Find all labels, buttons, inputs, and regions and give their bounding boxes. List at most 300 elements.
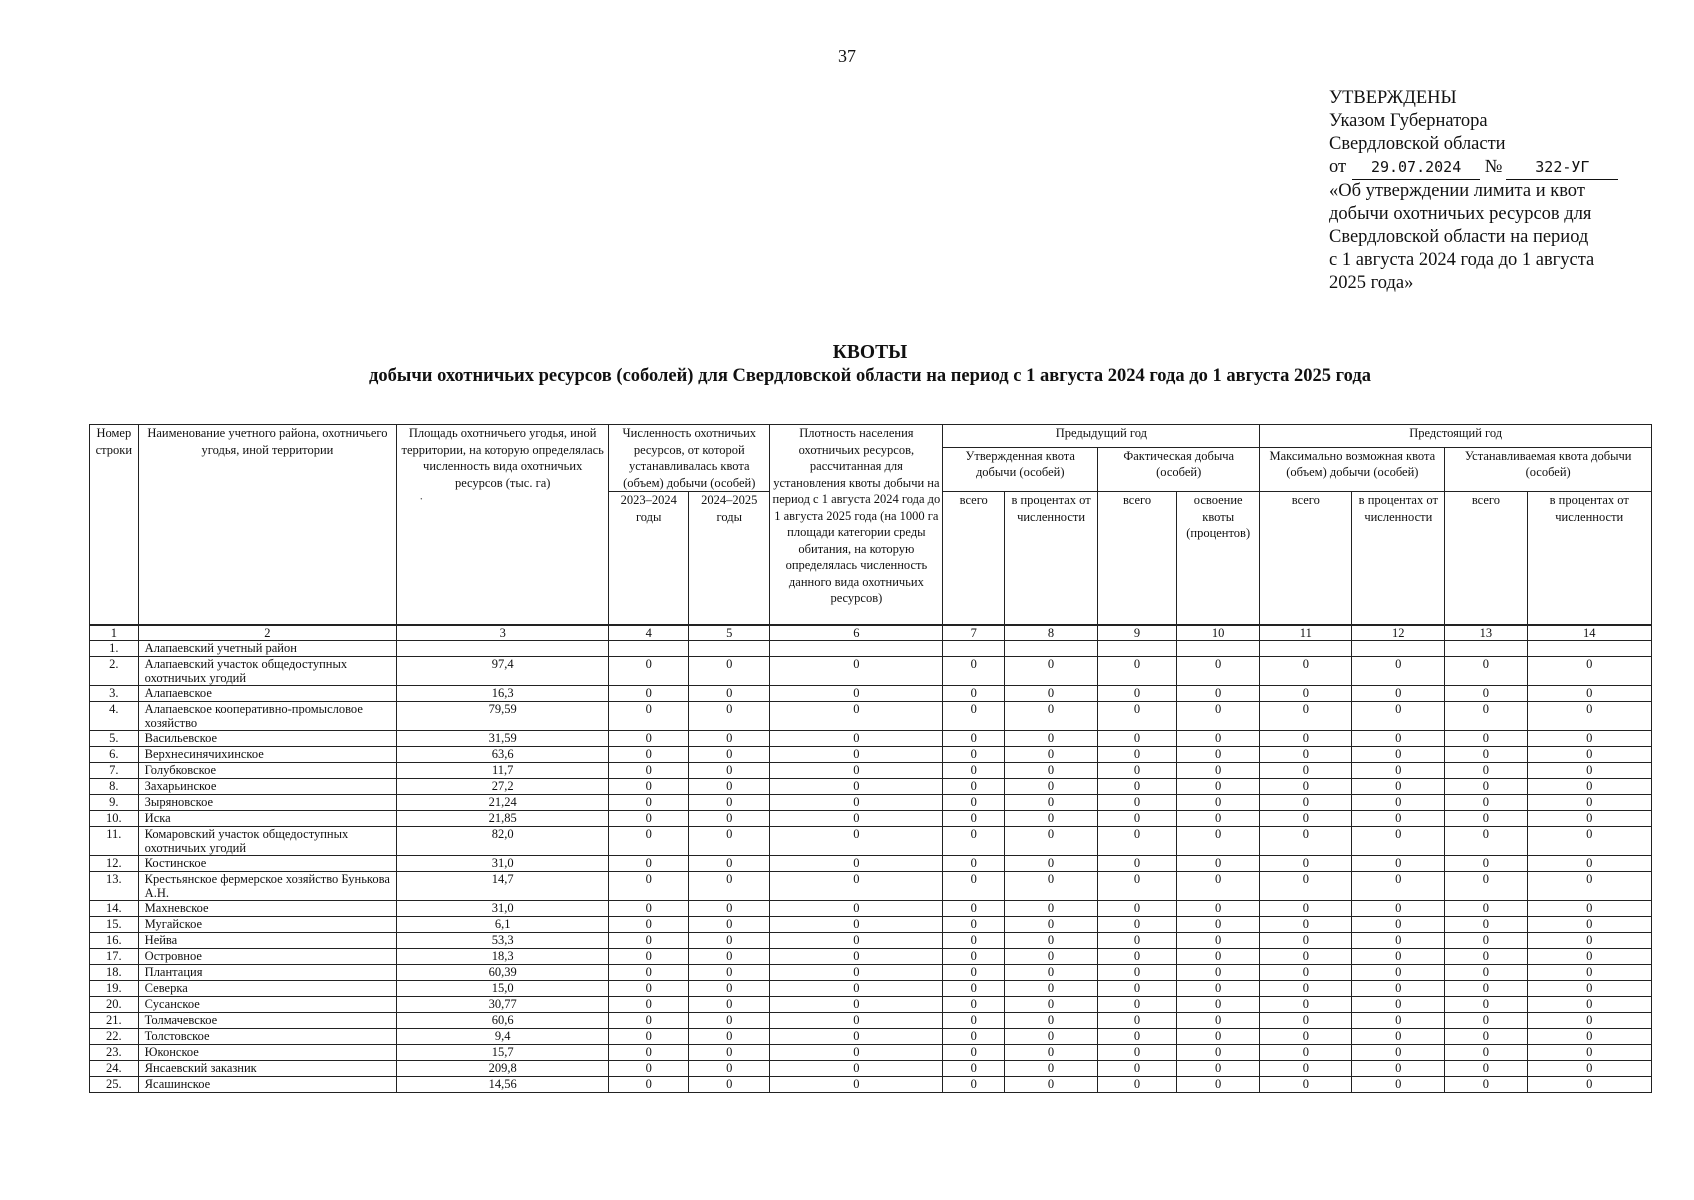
header-next-year: Предстоящий год <box>1260 425 1652 448</box>
value-cell: 0 <box>609 779 689 795</box>
value-cell: 0 <box>1177 731 1260 747</box>
value-cell: 0 <box>1005 965 1098 981</box>
value-cell: 0 <box>943 917 1005 933</box>
column-number: 4 <box>609 625 689 641</box>
value-cell: 0 <box>943 795 1005 811</box>
value-cell <box>689 641 770 657</box>
area-cell: 82,0 <box>397 827 609 856</box>
value-cell: 0 <box>609 872 689 901</box>
from-label: от <box>1329 157 1347 177</box>
header-name: Наименование учетного района, охотничьего угодья, иной территории <box>138 425 397 626</box>
value-cell: 0 <box>1527 1029 1652 1045</box>
row-number-cell: 24. <box>90 1061 139 1077</box>
value-cell: 0 <box>609 949 689 965</box>
value-cell: 0 <box>1527 763 1652 779</box>
area-cell: 9,4 <box>397 1029 609 1045</box>
area-cell: 21,24 <box>397 795 609 811</box>
value-cell: 0 <box>1445 657 1527 686</box>
value-cell: 0 <box>1260 933 1352 949</box>
column-number-row <box>90 625 1652 641</box>
value-cell: 0 <box>609 827 689 856</box>
value-cell: 0 <box>1177 872 1260 901</box>
value-cell: 0 <box>943 997 1005 1013</box>
value-cell: 0 <box>1445 1061 1527 1077</box>
value-cell: 0 <box>1177 763 1260 779</box>
value-cell: 0 <box>1005 997 1098 1013</box>
value-cell: 0 <box>1352 827 1445 856</box>
value-cell: 0 <box>1260 949 1352 965</box>
header-density: Плотность населения охотничьих ресурсов, рассчитанная для установления квоты добычи на период с 1 августа 2024 года до 1 августа 2025 года (на 1000 га площади категории среды обитания, на которую определялась численность данного вида охотничьих ресурсов) <box>770 425 943 626</box>
value-cell: 0 <box>1527 901 1652 917</box>
area-cell: 14,7 <box>397 872 609 901</box>
value-cell: 0 <box>1260 856 1352 872</box>
table-row <box>90 641 1652 657</box>
value-cell: 0 <box>770 856 943 872</box>
value-cell: 0 <box>1005 1061 1098 1077</box>
value-cell: 0 <box>1260 657 1352 686</box>
header-max-quota: Максимально возможная квота (объем) добычи (особей) <box>1260 447 1445 491</box>
value-cell: 0 <box>1527 981 1652 997</box>
value-cell: 0 <box>1445 949 1527 965</box>
name-cell: Махневское <box>138 901 397 917</box>
value-cell: 0 <box>770 933 943 949</box>
approval-line: УТВЕРЖДЕНЫ <box>1329 88 1457 108</box>
column-number: 10 <box>1177 625 1260 641</box>
value-cell: 0 <box>770 686 943 702</box>
value-cell <box>943 641 1005 657</box>
value-cell: 0 <box>1260 686 1352 702</box>
value-cell: 0 <box>1352 779 1445 795</box>
value-cell: 0 <box>1352 856 1445 872</box>
header-total: всего <box>1260 492 1352 626</box>
name-cell: Мугайское <box>138 917 397 933</box>
value-cell: 0 <box>1527 872 1652 901</box>
header-pct: в процентах от численности <box>1005 492 1098 626</box>
value-cell: 0 <box>1527 686 1652 702</box>
row-number-cell: 16. <box>90 933 139 949</box>
value-cell: 0 <box>1527 657 1652 686</box>
table-row <box>90 702 1652 731</box>
row-number-cell: 15. <box>90 917 139 933</box>
value-cell: 0 <box>943 1013 1005 1029</box>
value-cell: 0 <box>1005 702 1098 731</box>
table-row <box>90 747 1652 763</box>
value-cell: 0 <box>1005 763 1098 779</box>
value-cell: 0 <box>1260 779 1352 795</box>
value-cell: 0 <box>1527 779 1652 795</box>
value-cell: 0 <box>1352 747 1445 763</box>
value-cell: 0 <box>1445 1045 1527 1061</box>
table-row <box>90 917 1652 933</box>
decree-title-line: добычи охотничьих ресурсов для <box>1329 204 1592 224</box>
value-cell: 0 <box>770 827 943 856</box>
value-cell: 0 <box>770 702 943 731</box>
decree-title-line: 2025 года» <box>1329 273 1414 293</box>
value-cell: 0 <box>609 917 689 933</box>
decree-title-line: «Об утверждении лимита и квот <box>1329 181 1585 201</box>
name-cell: Алапаевское кооперативно-промысловое хозяйство <box>138 702 397 731</box>
value-cell: 0 <box>1177 949 1260 965</box>
value-cell <box>1177 641 1260 657</box>
table-row <box>90 1077 1652 1093</box>
value-cell: 0 <box>943 933 1005 949</box>
header-total: всего <box>943 492 1005 626</box>
value-cell: 0 <box>1352 965 1445 981</box>
value-cell: 0 <box>689 997 770 1013</box>
value-cell: 0 <box>609 901 689 917</box>
value-cell: 0 <box>1098 731 1177 747</box>
value-cell: 0 <box>1098 1013 1177 1029</box>
value-cell: 0 <box>1005 917 1098 933</box>
value-cell: 0 <box>1260 795 1352 811</box>
value-cell: 0 <box>1527 731 1652 747</box>
row-number-cell: 4. <box>90 702 139 731</box>
value-cell: 0 <box>1445 1013 1527 1029</box>
table-row <box>90 1013 1652 1029</box>
value-cell: 0 <box>1352 1061 1445 1077</box>
approval-line: Свердловской области <box>1329 134 1506 154</box>
value-cell: 0 <box>1005 686 1098 702</box>
table-row <box>90 763 1652 779</box>
name-cell: Юконское <box>138 1045 397 1061</box>
value-cell: 0 <box>689 747 770 763</box>
value-cell: 0 <box>1352 933 1445 949</box>
area-cell: 15,0 <box>397 981 609 997</box>
document-subtitle: добычи охотничьих ресурсов (соболей) для Свердловской области на период с 1 августа 2024 года до 1 августа 2025 года <box>369 366 1371 386</box>
value-cell <box>609 641 689 657</box>
value-cell: 0 <box>1177 965 1260 981</box>
value-cell: 0 <box>1260 747 1352 763</box>
value-cell: 0 <box>609 997 689 1013</box>
value-cell: 0 <box>1098 965 1177 981</box>
value-cell: 0 <box>1260 917 1352 933</box>
table-row <box>90 811 1652 827</box>
row-number-cell: 7. <box>90 763 139 779</box>
value-cell: 0 <box>609 933 689 949</box>
header-2023: 2023–2024 годы <box>609 492 689 626</box>
value-cell: 0 <box>1445 827 1527 856</box>
value-cell: 0 <box>1352 997 1445 1013</box>
header-area-text: Площадь охотничьего угодья, иной территории, на которую определялась численность вида охотничьих ресурсов (тыс. га) <box>401 426 604 490</box>
value-cell: 0 <box>689 949 770 965</box>
column-number: 3 <box>397 625 609 641</box>
value-cell: 0 <box>689 981 770 997</box>
row-number-cell: 10. <box>90 811 139 827</box>
column-number: 5 <box>689 625 770 641</box>
row-number-cell: 12. <box>90 856 139 872</box>
value-cell: 0 <box>1098 747 1177 763</box>
table-row <box>90 827 1652 856</box>
table-row <box>90 1045 1652 1061</box>
value-cell: 0 <box>1098 981 1177 997</box>
value-cell: 0 <box>609 1061 689 1077</box>
name-cell: Плантация <box>138 965 397 981</box>
value-cell: 0 <box>1005 1045 1098 1061</box>
value-cell: 0 <box>609 811 689 827</box>
row-number-cell: 9. <box>90 795 139 811</box>
value-cell: 0 <box>1352 702 1445 731</box>
table-row <box>90 1061 1652 1077</box>
name-cell: Крестьянское фермерское хозяйство Бунькова А.Н. <box>138 872 397 901</box>
value-cell <box>1098 641 1177 657</box>
value-cell: 0 <box>609 763 689 779</box>
table-row <box>90 779 1652 795</box>
value-cell: 0 <box>689 731 770 747</box>
name-cell: Алапаевское <box>138 686 397 702</box>
value-cell: 0 <box>943 811 1005 827</box>
name-cell: Верхнесинячихинское <box>138 747 397 763</box>
value-cell: 0 <box>1177 1061 1260 1077</box>
table-row <box>90 686 1652 702</box>
area-cell: 60,6 <box>397 1013 609 1029</box>
value-cell: 0 <box>1445 856 1527 872</box>
value-cell: 0 <box>1260 1013 1352 1029</box>
value-cell: 0 <box>689 779 770 795</box>
value-cell: 0 <box>1352 949 1445 965</box>
value-cell: 0 <box>770 747 943 763</box>
value-cell: 0 <box>1005 795 1098 811</box>
value-cell: 0 <box>1098 686 1177 702</box>
value-cell: 0 <box>1005 949 1098 965</box>
value-cell: 0 <box>1098 795 1177 811</box>
area-cell: 60,39 <box>397 965 609 981</box>
value-cell: 0 <box>1005 901 1098 917</box>
header-approved-quota: Утвержденная квота добычи (особей) <box>943 447 1098 491</box>
value-cell: 0 <box>609 1013 689 1029</box>
value-cell: 0 <box>943 686 1005 702</box>
value-cell: 0 <box>1005 1029 1098 1045</box>
header-prev-year: Предыдущий год <box>943 425 1260 448</box>
value-cell: 0 <box>1527 965 1652 981</box>
value-cell: 0 <box>1177 702 1260 731</box>
column-number: 13 <box>1445 625 1527 641</box>
value-cell: 0 <box>1445 917 1527 933</box>
value-cell: 0 <box>1177 1077 1260 1093</box>
value-cell: 0 <box>1177 856 1260 872</box>
value-cell: 0 <box>1260 827 1352 856</box>
value-cell: 0 <box>609 856 689 872</box>
value-cell: 0 <box>1260 1029 1352 1045</box>
value-cell: 0 <box>1445 933 1527 949</box>
name-cell: Северка <box>138 981 397 997</box>
value-cell: 0 <box>943 763 1005 779</box>
table-row <box>90 901 1652 917</box>
value-cell: 0 <box>609 702 689 731</box>
decree-title-line: Свердловской области на период <box>1329 227 1589 247</box>
value-cell: 0 <box>1260 763 1352 779</box>
value-cell: 0 <box>943 702 1005 731</box>
header-pct: в процентах от численности <box>1352 492 1445 626</box>
value-cell: 0 <box>1098 872 1177 901</box>
value-cell: 0 <box>1005 1077 1098 1093</box>
value-cell: 0 <box>1260 811 1352 827</box>
value-cell: 0 <box>1098 763 1177 779</box>
value-cell: 0 <box>1005 779 1098 795</box>
value-cell: 0 <box>689 686 770 702</box>
value-cell: 0 <box>1098 917 1177 933</box>
value-cell: 0 <box>770 1045 943 1061</box>
area-cell: 97,4 <box>397 657 609 686</box>
row-number-cell: 8. <box>90 779 139 795</box>
name-cell: Захарьинское <box>138 779 397 795</box>
value-cell: 0 <box>689 1029 770 1045</box>
area-cell: 31,0 <box>397 901 609 917</box>
value-cell: 0 <box>1352 917 1445 933</box>
value-cell <box>1352 641 1445 657</box>
value-cell: 0 <box>1445 731 1527 747</box>
row-number-cell: 18. <box>90 965 139 981</box>
value-cell: 0 <box>1005 811 1098 827</box>
value-cell: 0 <box>609 965 689 981</box>
value-cell: 0 <box>1352 1013 1445 1029</box>
value-cell: 0 <box>1005 731 1098 747</box>
area-cell: 14,56 <box>397 1077 609 1093</box>
value-cell: 0 <box>943 827 1005 856</box>
value-cell: 0 <box>1260 731 1352 747</box>
value-cell: 0 <box>1352 1077 1445 1093</box>
value-cell: 0 <box>1527 917 1652 933</box>
value-cell <box>1005 641 1098 657</box>
value-cell: 0 <box>1445 901 1527 917</box>
value-cell: 0 <box>943 901 1005 917</box>
row-number-cell: 21. <box>90 1013 139 1029</box>
value-cell: 0 <box>689 1061 770 1077</box>
value-cell: 0 <box>943 1045 1005 1061</box>
value-cell: 0 <box>1098 856 1177 872</box>
value-cell: 0 <box>770 795 943 811</box>
row-number-cell: 5. <box>90 731 139 747</box>
value-cell: 0 <box>689 702 770 731</box>
value-cell: 0 <box>689 965 770 981</box>
value-cell: 0 <box>609 981 689 997</box>
value-cell: 0 <box>1177 779 1260 795</box>
value-cell: 0 <box>1527 795 1652 811</box>
value-cell: 0 <box>1098 1077 1177 1093</box>
value-cell: 0 <box>1352 1045 1445 1061</box>
value-cell: 0 <box>1352 731 1445 747</box>
name-cell: Сусанское <box>138 997 397 1013</box>
value-cell: 0 <box>689 1013 770 1029</box>
value-cell: 0 <box>1098 702 1177 731</box>
value-cell: 0 <box>1527 1061 1652 1077</box>
value-cell: 0 <box>1177 933 1260 949</box>
value-cell: 0 <box>689 657 770 686</box>
value-cell: 0 <box>609 1077 689 1093</box>
value-cell: 0 <box>1177 811 1260 827</box>
value-cell: 0 <box>770 901 943 917</box>
row-number-cell: 25. <box>90 1077 139 1093</box>
area-cell: 79,59 <box>397 702 609 731</box>
table-row <box>90 997 1652 1013</box>
value-cell: 0 <box>943 856 1005 872</box>
value-cell: 0 <box>609 686 689 702</box>
value-cell: 0 <box>1445 1029 1527 1045</box>
value-cell: 0 <box>689 827 770 856</box>
row-number-cell: 13. <box>90 872 139 901</box>
value-cell: 0 <box>1260 1077 1352 1093</box>
row-number-cell: 11. <box>90 827 139 856</box>
column-number: 7 <box>943 625 1005 641</box>
value-cell: 0 <box>1098 779 1177 795</box>
value-cell: 0 <box>609 731 689 747</box>
value-cell: 0 <box>1005 1013 1098 1029</box>
name-cell: Алапаевский участок общедоступных охотничьих угодий <box>138 657 397 686</box>
value-cell: 0 <box>1527 747 1652 763</box>
value-cell: 0 <box>943 779 1005 795</box>
area-cell: 16,3 <box>397 686 609 702</box>
value-cell: 0 <box>1098 901 1177 917</box>
value-cell: 0 <box>943 731 1005 747</box>
column-number: 6 <box>770 625 943 641</box>
value-cell: 0 <box>770 1077 943 1093</box>
name-cell: Толмачевское <box>138 1013 397 1029</box>
name-cell: Зыряновское <box>138 795 397 811</box>
value-cell: 0 <box>1260 901 1352 917</box>
document-title: КВОТЫ <box>832 342 908 363</box>
column-number: 1 <box>90 625 139 641</box>
value-cell: 0 <box>689 1077 770 1093</box>
value-cell: 0 <box>770 779 943 795</box>
name-cell: Ясашинское <box>138 1077 397 1093</box>
value-cell <box>1260 641 1352 657</box>
value-cell: 0 <box>1098 657 1177 686</box>
value-cell: 0 <box>1098 933 1177 949</box>
value-cell: 0 <box>943 949 1005 965</box>
page-number: 37 <box>838 46 856 66</box>
approval-date-line <box>1329 156 1649 180</box>
column-number: 11 <box>1260 625 1352 641</box>
value-cell: 0 <box>1005 981 1098 997</box>
value-cell: 0 <box>1177 686 1260 702</box>
value-cell: 0 <box>1260 1061 1352 1077</box>
value-cell: 0 <box>770 981 943 997</box>
value-cell: 0 <box>943 657 1005 686</box>
area-cell: 53,3 <box>397 933 609 949</box>
value-cell: 0 <box>1352 872 1445 901</box>
table-row <box>90 856 1652 872</box>
value-cell: 0 <box>1177 1013 1260 1029</box>
value-cell: 0 <box>1260 981 1352 997</box>
value-cell: 0 <box>1177 1029 1260 1045</box>
row-number-cell: 6. <box>90 747 139 763</box>
value-cell: 0 <box>1445 795 1527 811</box>
value-cell: 0 <box>1177 901 1260 917</box>
value-cell: 0 <box>770 657 943 686</box>
value-cell: 0 <box>689 872 770 901</box>
value-cell: 0 <box>1445 686 1527 702</box>
table-row <box>90 657 1652 686</box>
value-cell: 0 <box>1445 747 1527 763</box>
value-cell: 0 <box>1352 811 1445 827</box>
value-cell: 0 <box>1352 981 1445 997</box>
value-cell: 0 <box>609 1045 689 1061</box>
area-cell: 27,2 <box>397 779 609 795</box>
area-cell: 31,59 <box>397 731 609 747</box>
value-cell: 0 <box>770 731 943 747</box>
area-cell: 31,0 <box>397 856 609 872</box>
column-number: 2 <box>138 625 397 641</box>
value-cell: 0 <box>943 965 1005 981</box>
value-cell: 0 <box>689 763 770 779</box>
table-row <box>90 965 1652 981</box>
header-total: всего <box>1445 492 1527 626</box>
value-cell: 0 <box>1177 1045 1260 1061</box>
table-row <box>90 872 1652 901</box>
value-cell: 0 <box>943 1061 1005 1077</box>
header-row-number: Номер строки <box>90 425 139 626</box>
value-cell: 0 <box>689 811 770 827</box>
value-cell: 0 <box>1260 1045 1352 1061</box>
